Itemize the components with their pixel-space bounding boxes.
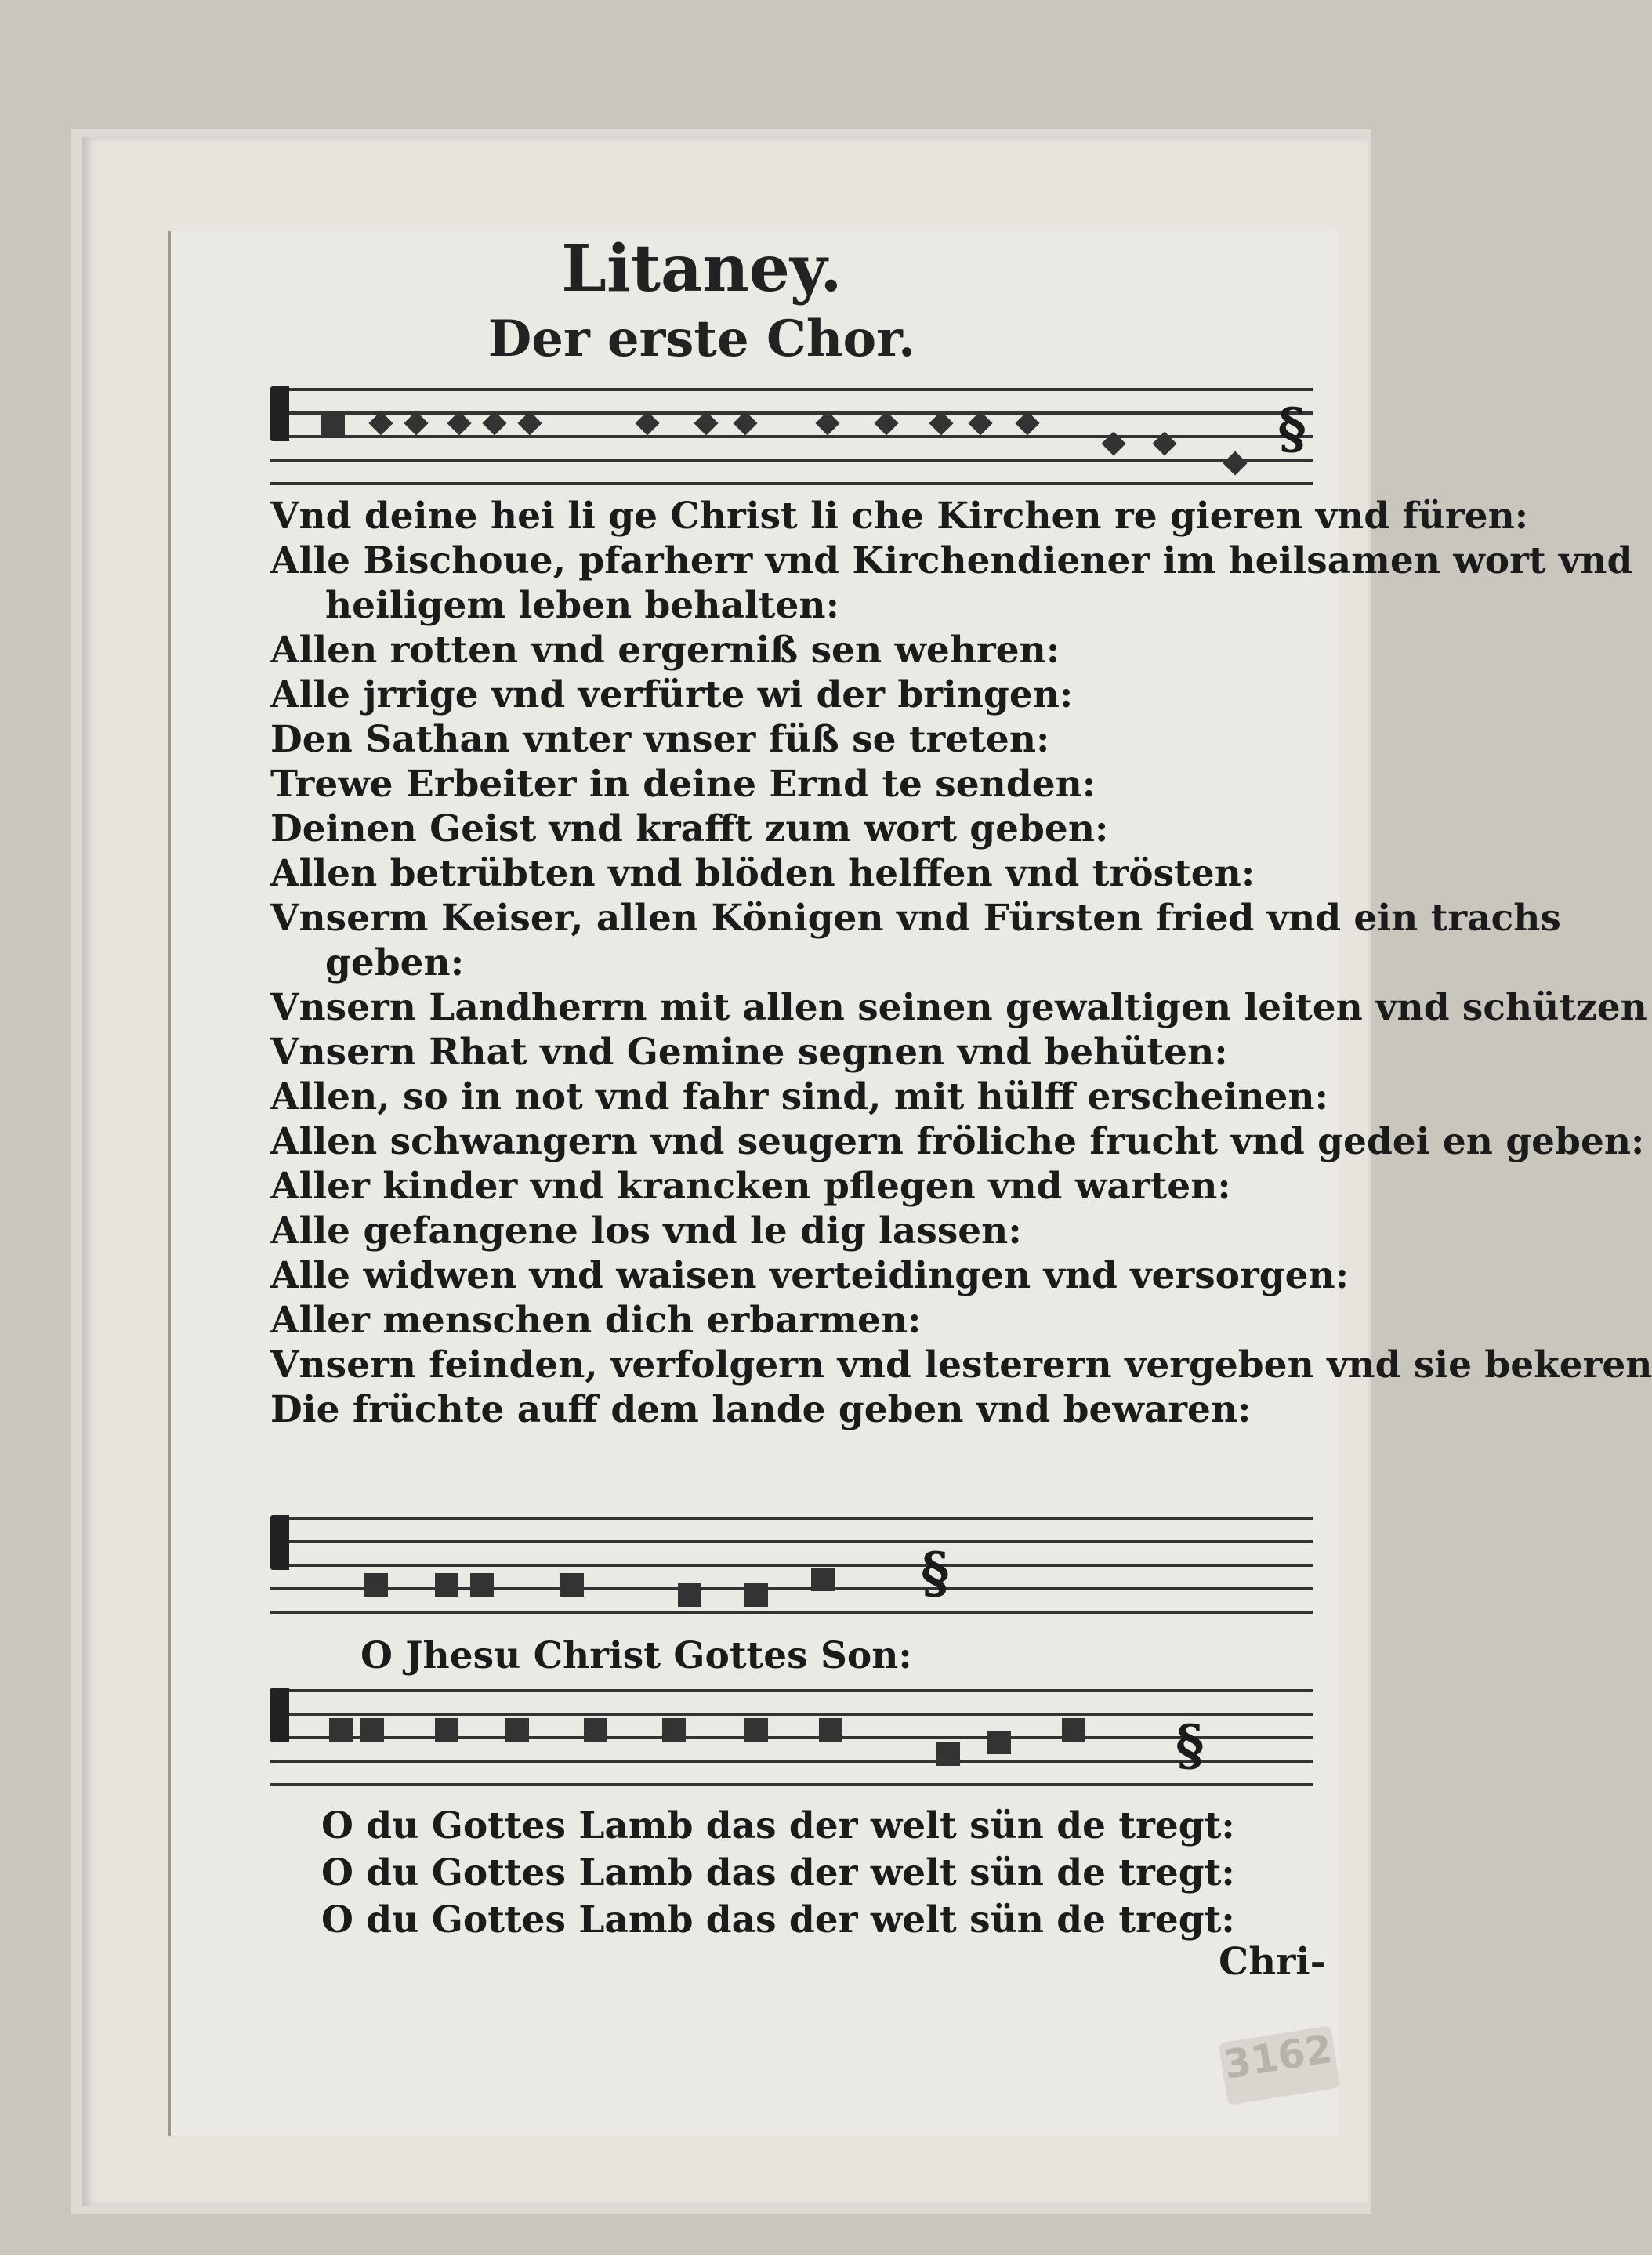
text-line: Allen betrübten vnd blöden helffen vnd trösten:	[270, 852, 1255, 895]
text-line: Allen schwangern vnd seugern fröliche frucht vnd gedei en geben:	[270, 1120, 1645, 1163]
chant-note	[560, 1573, 584, 1597]
chant-note	[678, 1583, 701, 1607]
text-line: Trewe Erbeiter in deine Ernd te senden:	[270, 763, 1096, 806]
chant-note	[368, 411, 393, 435]
chant-note	[584, 1718, 607, 1742]
text-line: Alle jrrige vnd verfürte wi der bringen:	[270, 673, 1074, 716]
text-line: Die früchte auff dem lande geben vnd bewaren:	[270, 1388, 1252, 1431]
chant-note	[815, 411, 839, 435]
chant-note	[435, 1573, 458, 1597]
music-staff-2	[270, 1509, 1313, 1619]
text-line: Vnsern feinden, verfolgern vnd lesterern vergeben vnd sie bekeren	[270, 1343, 1652, 1387]
custos-sign: §	[1277, 396, 1306, 461]
text-line: Allen, so in not vnd fahr sind, mit hülff erscheinen:	[270, 1075, 1328, 1118]
chant-note	[811, 1568, 835, 1591]
chant-note	[517, 411, 542, 435]
chant-note	[874, 411, 898, 435]
chant-note	[360, 1718, 384, 1742]
text-line: Vnd deine hei li ge Christ li che Kirchen re gieren vnd füren:	[270, 495, 1529, 538]
page-subtitle: Der erste Chor.	[487, 310, 916, 368]
petition-text	[270, 494, 1652, 1432]
chant-note	[364, 1573, 388, 1597]
chant-note	[635, 411, 659, 435]
text-line: Alle Bischoue, pfarherr vnd Kirchendiener im heilsamen wort vnd	[270, 539, 1633, 582]
chant-note	[929, 411, 953, 435]
chant-note	[435, 1718, 458, 1742]
text-line: Alle widwen vnd waisen verteidingen vnd versorgen:	[270, 1254, 1349, 1297]
chant-note	[482, 411, 506, 435]
chant-note	[321, 411, 345, 435]
clef-sign	[270, 1515, 289, 1570]
agnus-dei-text	[321, 1803, 1235, 1944]
chant-note	[1062, 1718, 1085, 1742]
page-number-stamp: 3162	[1219, 2025, 1341, 2105]
text-line: O du Gottes Lamb das der welt sün de tregt:	[321, 1804, 1235, 1847]
text-line: Alle gefangene los vnd le dig lassen:	[270, 1209, 1022, 1253]
chant-note	[987, 1731, 1011, 1754]
text-line: Aller menschen dich erbarmen:	[270, 1299, 922, 1342]
text-line: heiligem leben behalten:	[325, 584, 839, 627]
chant-note	[404, 411, 428, 435]
text-line: Deinen Geist vnd krafft zum wort geben:	[270, 807, 1109, 850]
text-line: Den Sathan vnter vnser füß se treten:	[270, 718, 1050, 761]
custos-sign: §	[921, 1540, 950, 1605]
chant-note	[1015, 411, 1039, 435]
page-title: Litaney.	[561, 231, 842, 306]
music-staff-3	[270, 1681, 1313, 1791]
chant-note	[505, 1718, 529, 1742]
clef-sign	[270, 1688, 289, 1742]
chant-note	[819, 1718, 842, 1742]
chant-note	[694, 411, 718, 435]
clef-sign	[270, 386, 289, 441]
chant-note	[968, 411, 992, 435]
text-line: geben:	[325, 941, 465, 984]
chant-note	[936, 1742, 960, 1766]
chant-note	[329, 1718, 353, 1742]
chant-note	[744, 1583, 768, 1607]
chant-note	[470, 1573, 494, 1597]
chant-note	[744, 1718, 768, 1742]
chant-note	[1223, 451, 1247, 475]
custos-sign: §	[1176, 1713, 1205, 1778]
catchword: Chri-	[1219, 1940, 1326, 1984]
text-line: Vnserm Keiser, allen Königen vnd Fürsten fried vnd ein trachs	[270, 897, 1561, 940]
chant-note	[733, 411, 757, 435]
text-line: Vnsern Rhat vnd Gemine segnen vnd behüten:	[270, 1031, 1228, 1074]
refrain-text: O Jhesu Christ Gottes Son:	[360, 1634, 912, 1677]
text-line: Allen rotten vnd ergerniß sen wehren:	[270, 629, 1060, 672]
text-line: Aller kinder vnd krancken pflegen vnd warten:	[270, 1165, 1231, 1208]
text-line: O du Gottes Lamb das der welt sün de tregt:	[321, 1851, 1235, 1894]
chant-note	[447, 411, 471, 435]
text-line: Vnsern Landherrn mit allen seinen gewaltigen leiten vnd schützen	[270, 986, 1647, 1029]
text-line: O du Gottes Lamb das der welt sün de tregt:	[321, 1898, 1235, 1941]
music-staff-1	[270, 380, 1313, 490]
chant-note	[662, 1718, 686, 1742]
